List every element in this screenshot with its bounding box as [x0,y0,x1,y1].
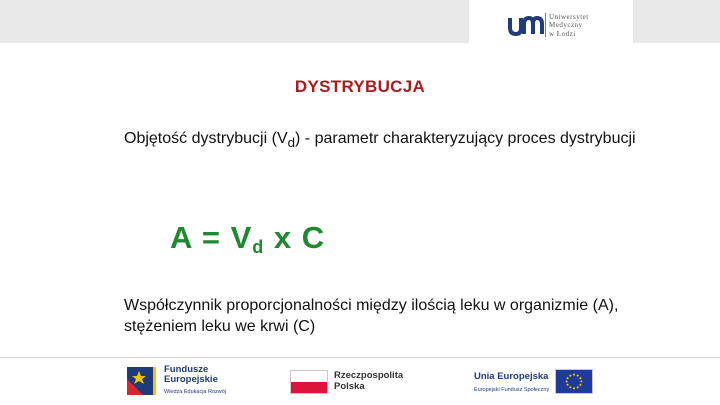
fundusze-sub: Wiedza Edukacja Rozwój [164,389,227,395]
fundusze-line1: Fundusze [164,364,209,375]
university-name-line: Uniwersytet [549,13,589,21]
definition-before: Objętość dystrybucji (V [124,130,288,147]
fundusze-europejskie-icon [121,365,161,397]
university-name-line: Medyczny [549,21,583,30]
formula [170,220,325,258]
logo-divider [545,13,546,37]
university-name [549,13,589,38]
unia-europejska-label [474,372,549,395]
slide-title: DYSTRYBUCJA [294,77,426,96]
university-mark-icon [508,14,544,36]
definition-after: ) - parametr charakteryzujący proces dystrybucji [295,130,636,147]
formula-left: A = V [170,220,253,255]
fundusze-europejskie-label [164,365,226,397]
poland-flag-icon [290,370,328,394]
formula-subscript: d [252,237,265,257]
rzeczpospolita-line1: Rzeczpospolita [334,370,404,381]
definition-text [124,128,644,153]
unia-sub: Europejski Fundusz Społeczny [474,387,550,393]
eu-flag-icon [555,369,593,394]
description-text: Współczynnik proporcjonalności między ilością leku w organizmie (A), stężeniem leku we krwi (C) [124,297,619,335]
fundusze-line2: Europejskie [164,374,218,385]
university-name-line: w Łodzi [549,29,576,38]
rzeczpospolita-label [334,371,403,392]
definition-subscript: d [287,135,296,151]
formula-right: x C [264,220,326,255]
unia-title: Unia Europejska [474,371,549,382]
rzeczpospolita-line2: Polska [334,380,365,392]
